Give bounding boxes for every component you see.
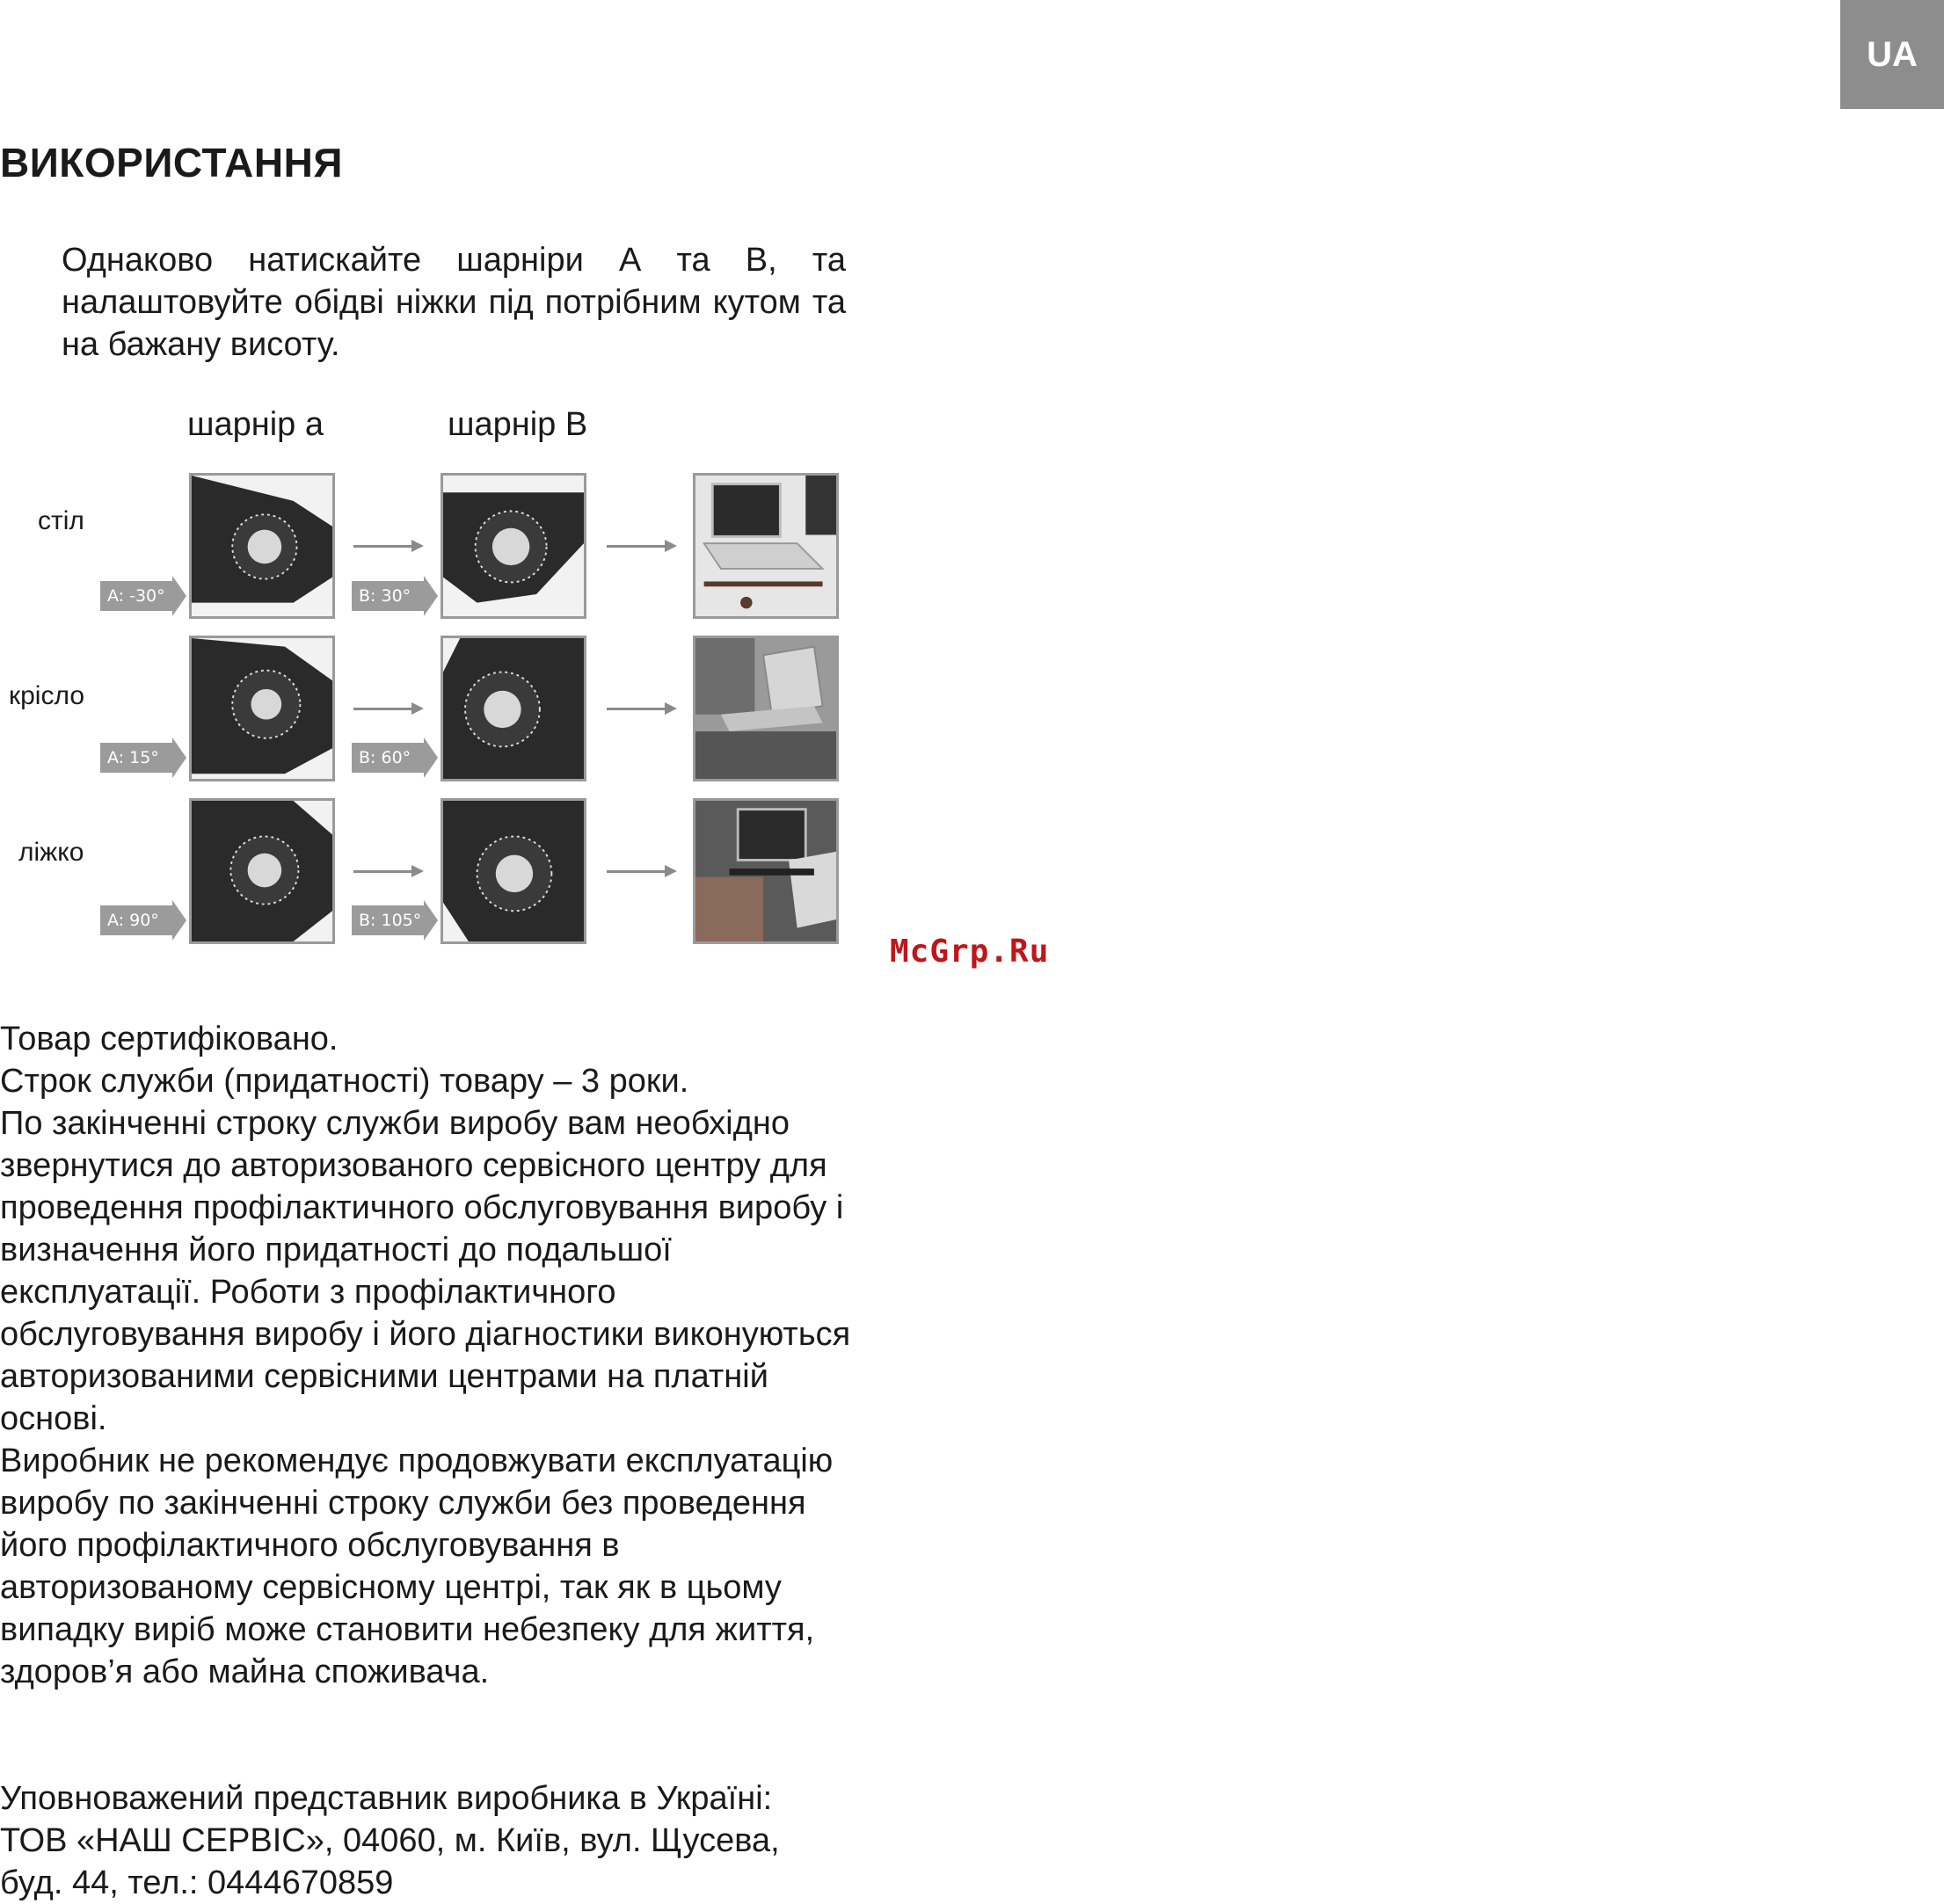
arrow-icon [353,870,411,873]
hinge-b-photo-armchair [440,636,586,781]
arrow-icon [353,708,411,710]
hinge-b-photo-desk [440,473,586,619]
badge-hinge-b-bed: B: 105° [352,905,424,935]
badge-hinge-b-desk: B: 30° [352,581,424,611]
arrow-icon [607,545,665,548]
row-label-armchair: крісло [9,681,85,710]
hinge-a-heading: шарнір a [187,406,324,443]
service-life-text: Строк служби (придатності) товару – 3 роки. [0,1063,689,1100]
hinge-a-photo-bed [189,798,335,944]
warning-text: Виробник не рекомендує продовжувати експлуатацію виробу по закінченні строку служби без проведення його профілактичного обслуговування в авторизованому сервісному центрі, так як в цьому випадку виріб може становити небезпеку для життя, здоров’я або майна споживача. [0,1443,834,1690]
representative-line-3: буд. 44, тел.: 0444670859 [0,1864,394,1901]
hinge-dial-icon [443,638,584,779]
badge-hinge-a-desk: A: -30° [100,581,172,611]
badge-hinge-a-bed: A: 90° [100,905,172,935]
badge-hinge-b-armchair: B: 60° [352,743,424,773]
scene-photo-armchair [693,636,839,781]
row-label-desk: стіл [38,506,84,535]
hinge-dial-icon [192,638,332,779]
hinge-b-heading: шарнір В [448,406,588,443]
hinge-dial-icon [443,801,584,941]
hinge-a-photo-armchair [189,636,335,781]
representative-info [0,1777,879,1904]
laptop-desk-icon [695,476,836,616]
watermark: McGrp.Ru [890,934,1050,970]
hinge-b-photo-bed [440,798,586,944]
page-title: ВИКОРИСТАННЯ [0,140,343,185]
scene-photo-bed [693,798,839,944]
laptop-armchair-icon [695,638,836,779]
scene-photo-desk [693,473,839,619]
certified-text: Товар сертифіковано. [0,1021,339,1057]
arrow-icon [607,708,665,710]
row-label-bed: ліжко [18,838,84,867]
language-tab: UA [1840,0,1944,109]
body-text [0,1018,862,1693]
representative-line-1: Уповноважений представник виробника в Україні: [0,1780,773,1817]
intro-paragraph: Однаково натискайте шарніри А та В, та налаштовуйте обідві ніжки під потрібним кутом та на бажану висоту. [62,242,846,363]
arrow-icon [607,870,665,873]
hinge-dial-icon [192,476,332,616]
badge-hinge-a-armchair: A: 15° [100,743,172,773]
representative-line-2: ТОВ «НАШ СЕРВІС», 04060, м. Київ, вул. Щусева, [0,1822,780,1859]
hinge-a-photo-desk [189,473,335,619]
arrow-icon [353,545,411,548]
maintenance-text: По закінченні строку служби виробу вам необхідно звернутися до авторизованого сервісного центру для проведення профілактичного обслуговування виробу і визначення його придатності до подальшої експлуатації. Роботи з профілактичного обслуговування виробу і його діагностики виконуються авторизованими сервісними центрами на платній основі. [0,1105,851,1437]
laptop-bed-icon [695,801,836,941]
hinge-dial-icon [443,476,584,616]
hinge-dial-icon [192,801,332,941]
